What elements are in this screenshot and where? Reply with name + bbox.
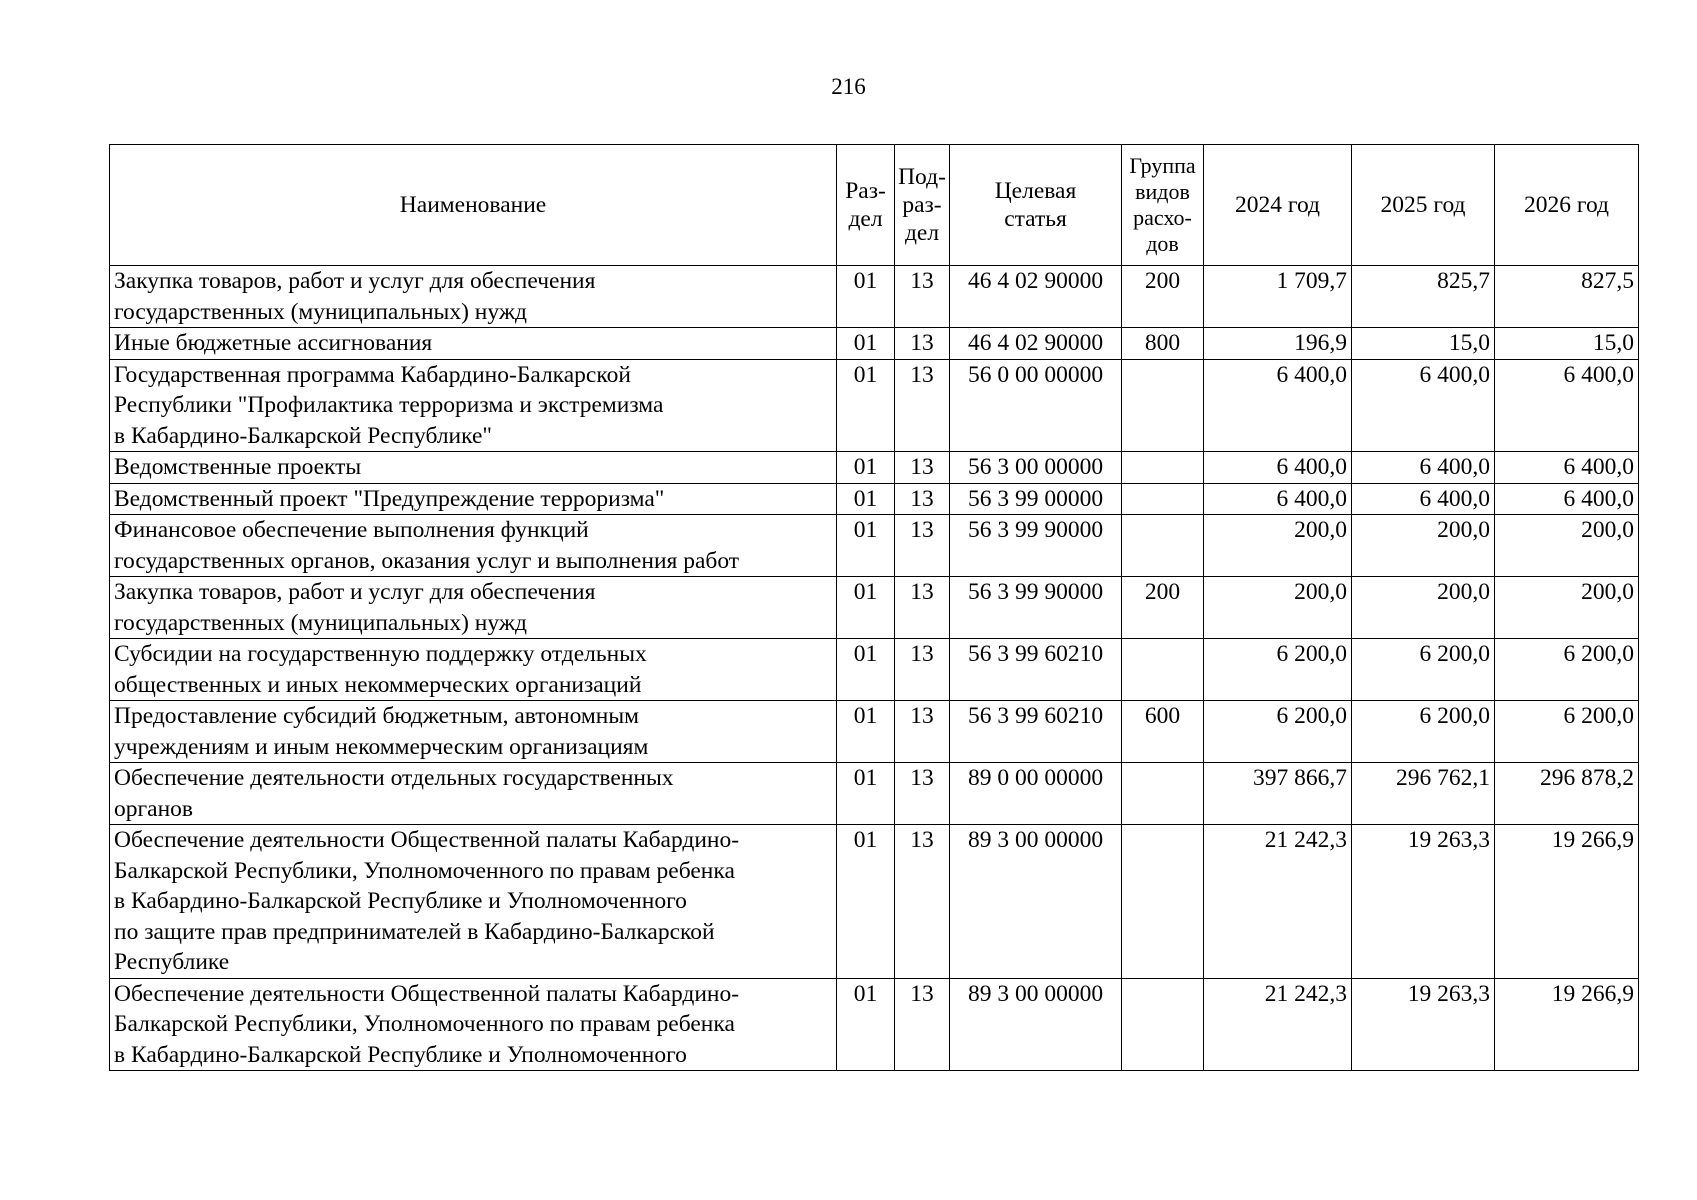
cell-name [110,701,837,763]
cell-name-line: Балкарской Республики, Уполномоченного по правам ребенка [114,857,735,884]
cell-podrazdel: 13 [895,825,950,979]
table-row [110,701,1639,763]
header-razdel-line: Раз- [845,178,886,204]
cell-razdel: 01 [837,577,895,639]
cell-2024: 6 200,0 [1204,701,1352,763]
cell-gruppa [1122,825,1204,979]
header-celevaya [950,145,1122,266]
cell-gruppa [1122,978,1204,1071]
table-row [110,515,1639,577]
cell-name [110,452,837,484]
cell-name [110,515,837,577]
cell-2024: 196,9 [1204,328,1352,360]
cell-name-line: в Кабардино-Балкарской Республике и Уполномоченного [114,888,687,914]
cell-name [110,639,837,701]
cell-gruppa [1122,515,1204,577]
header-razdel [837,145,895,266]
cell-podrazdel: 13 [895,978,950,1071]
cell-2026: 15,0 [1495,328,1639,360]
cell-name [110,978,837,1071]
cell-2025: 200,0 [1352,515,1495,577]
cell-2026: 19 266,9 [1495,825,1639,979]
cell-celevaya: 56 3 99 60210 [950,701,1122,763]
cell-name [110,825,837,979]
cell-name [110,763,837,825]
table-row [110,577,1639,639]
cell-name-line: в Кабардино-Балкарской Республике и Уполномоченного [114,1041,687,1068]
header-gruppa [1122,145,1204,266]
header-name [110,145,837,266]
cell-celevaya: 56 3 99 90000 [950,515,1122,577]
cell-name-line: учреждениям и иным некоммерческим организациям [114,733,649,760]
cell-podrazdel: 13 [895,483,950,515]
cell-name-line: Республике [114,949,230,975]
cell-celevaya: 89 0 00 00000 [950,763,1122,825]
cell-razdel: 01 [837,483,895,515]
cell-name-line: Субсидии на государственную поддержку отдельных [114,641,647,667]
cell-razdel: 01 [837,452,895,484]
table-row [110,328,1639,360]
header-celevaya-line: статья [1004,206,1067,232]
cell-2026: 6 400,0 [1495,483,1639,515]
cell-gruppa: 600 [1122,701,1204,763]
cell-name-line: Ведомственный проект "Предупреждение терроризма" [114,485,665,512]
cell-2025: 6 200,0 [1352,701,1495,763]
header-gruppa-line: Группа [1129,153,1196,178]
cell-name-line: органов [114,795,193,822]
header-2026 [1495,145,1639,266]
header-2026-text: 2026 год [1524,191,1609,218]
cell-name-line: Предоставление субсидий бюджетным, автономным [114,703,639,729]
cell-celevaya: 56 3 99 00000 [950,483,1122,515]
cell-2024: 6 200,0 [1204,639,1352,701]
cell-2025: 6 400,0 [1352,359,1495,452]
cell-gruppa [1122,452,1204,484]
cell-name [110,266,837,328]
cell-2025: 6 400,0 [1352,452,1495,484]
cell-2025: 19 263,3 [1352,978,1495,1071]
cell-name-line: государственных (муниципальных) нужд [114,298,528,325]
table-row [110,825,1639,979]
header-celevaya-line: Целевая [994,178,1077,204]
cell-2025: 6 400,0 [1352,483,1495,515]
cell-2024: 1 709,7 [1204,266,1352,328]
cell-celevaya: 56 3 99 60210 [950,639,1122,701]
cell-podrazdel: 13 [895,515,950,577]
cell-gruppa [1122,639,1204,701]
cell-razdel: 01 [837,515,895,577]
cell-name-line: Закупка товаров, работ и услуг для обеспечения [114,268,596,294]
table-row [110,978,1639,1071]
header-podrazdel-line: Под- [898,164,946,190]
cell-name-line: государственных органов, оказания услуг и выполнения работ [114,547,740,574]
cell-2025: 15,0 [1352,328,1495,360]
cell-gruppa: 200 [1122,577,1204,639]
header-2024-text: 2024 год [1235,191,1320,218]
table-row [110,639,1639,701]
cell-2025: 19 263,3 [1352,825,1495,979]
cell-2024: 21 242,3 [1204,825,1352,979]
cell-podrazdel: 13 [895,763,950,825]
table-row [110,266,1639,328]
cell-2024: 6 400,0 [1204,359,1352,452]
cell-razdel: 01 [837,266,895,328]
cell-podrazdel: 13 [895,359,950,452]
cell-name [110,328,837,360]
cell-2026: 200,0 [1495,515,1639,577]
table-row [110,359,1639,452]
cell-celevaya: 46 4 02 90000 [950,266,1122,328]
cell-2025: 6 200,0 [1352,639,1495,701]
cell-name-line: Балкарской Республики, Уполномоченного по правам ребенка [114,1011,735,1037]
cell-2024: 200,0 [1204,515,1352,577]
cell-razdel: 01 [837,978,895,1071]
cell-celevaya: 56 3 00 00000 [950,452,1122,484]
cell-podrazdel: 13 [895,266,950,328]
cell-gruppa [1122,483,1204,515]
cell-podrazdel: 13 [895,452,950,484]
cell-podrazdel: 13 [895,577,950,639]
cell-razdel: 01 [837,701,895,763]
header-podrazdel-line: раз- [902,192,942,218]
cell-gruppa [1122,359,1204,452]
cell-razdel: 01 [837,359,895,452]
cell-2024: 397 866,7 [1204,763,1352,825]
cell-2026: 6 200,0 [1495,639,1639,701]
cell-razdel: 01 [837,763,895,825]
cell-razdel: 01 [837,639,895,701]
header-2025 [1352,145,1495,266]
header-podrazdel [895,145,950,266]
cell-2024: 6 400,0 [1204,452,1352,484]
page-number: 216 [831,74,866,99]
cell-2025: 825,7 [1352,266,1495,328]
cell-podrazdel: 13 [895,639,950,701]
cell-celevaya: 56 3 99 90000 [950,577,1122,639]
header-podrazdel-line: дел [904,220,940,246]
cell-podrazdel: 13 [895,701,950,763]
cell-podrazdel: 13 [895,328,950,360]
cell-name-line: Республики "Профилактика терроризма и экстремизма [114,392,664,418]
header-gruppa-line: видов [1135,179,1190,204]
cell-name-line: по защите прав предпринимателей в Кабардино-Балкарской [114,918,715,945]
table-header [110,145,1639,266]
cell-2026: 19 266,9 [1495,978,1639,1071]
cell-2024: 21 242,3 [1204,978,1352,1071]
cell-gruppa: 200 [1122,266,1204,328]
cell-name [110,359,837,452]
table-row [110,763,1639,825]
table-row [110,483,1639,515]
cell-celevaya: 56 0 00 00000 [950,359,1122,452]
cell-2026: 296 878,2 [1495,763,1639,825]
header-razdel-line: дел [848,206,883,232]
cell-razdel: 01 [837,825,895,979]
cell-2026: 6 400,0 [1495,359,1639,452]
table-row [110,452,1639,484]
cell-celevaya: 89 3 00 00000 [950,825,1122,979]
cell-2024: 200,0 [1204,577,1352,639]
cell-celevaya: 89 3 00 00000 [950,978,1122,1071]
header-2025-text: 2025 год [1380,191,1466,218]
cell-name-line: общественных и иных некоммерческих организаций [114,671,642,698]
cell-razdel: 01 [837,328,895,360]
cell-name-line: Финансовое обеспечение выполнения функций [114,517,589,543]
header-name-text: Наименование [399,191,547,218]
cell-2026: 6 200,0 [1495,701,1639,763]
cell-name [110,483,837,515]
cell-2024: 6 400,0 [1204,483,1352,515]
cell-name-line: Ведомственные проекты [114,454,362,480]
cell-name-line: Обеспечение деятельности Общественной палаты Кабардино- [114,980,740,1007]
header-gruppa-line: дов [1146,231,1179,256]
cell-name-line: в Кабардино-Балкарской Республике" [114,422,492,449]
cell-2026: 6 400,0 [1495,452,1639,484]
budget-table [109,144,1639,1071]
cell-name-line: государственных (муниципальных) нужд [114,609,528,636]
cell-gruppa [1122,763,1204,825]
cell-celevaya: 46 4 02 90000 [950,328,1122,360]
cell-2026: 827,5 [1495,266,1639,328]
cell-name-line: Обеспечение деятельности отдельных государственных [114,765,674,791]
cell-2025: 296 762,1 [1352,763,1495,825]
cell-gruppa: 800 [1122,328,1204,360]
header-row [110,145,1639,266]
header-gruppa-line: расхо- [1133,205,1192,230]
cell-name [110,577,837,639]
header-2024 [1204,145,1352,266]
cell-2026: 200,0 [1495,577,1639,639]
cell-2025: 200,0 [1352,577,1495,639]
cell-name-line: Государственная программа Кабардино-Балкарской [114,361,631,388]
cell-name-line: Обеспечение деятельности Общественной палаты Кабардино- [114,827,740,853]
cell-name-line: Закупка товаров, работ и услуг для обеспечения [114,579,596,605]
cell-name-line: Иные бюджетные ассигнования [114,330,433,356]
table-body [110,266,1639,1071]
